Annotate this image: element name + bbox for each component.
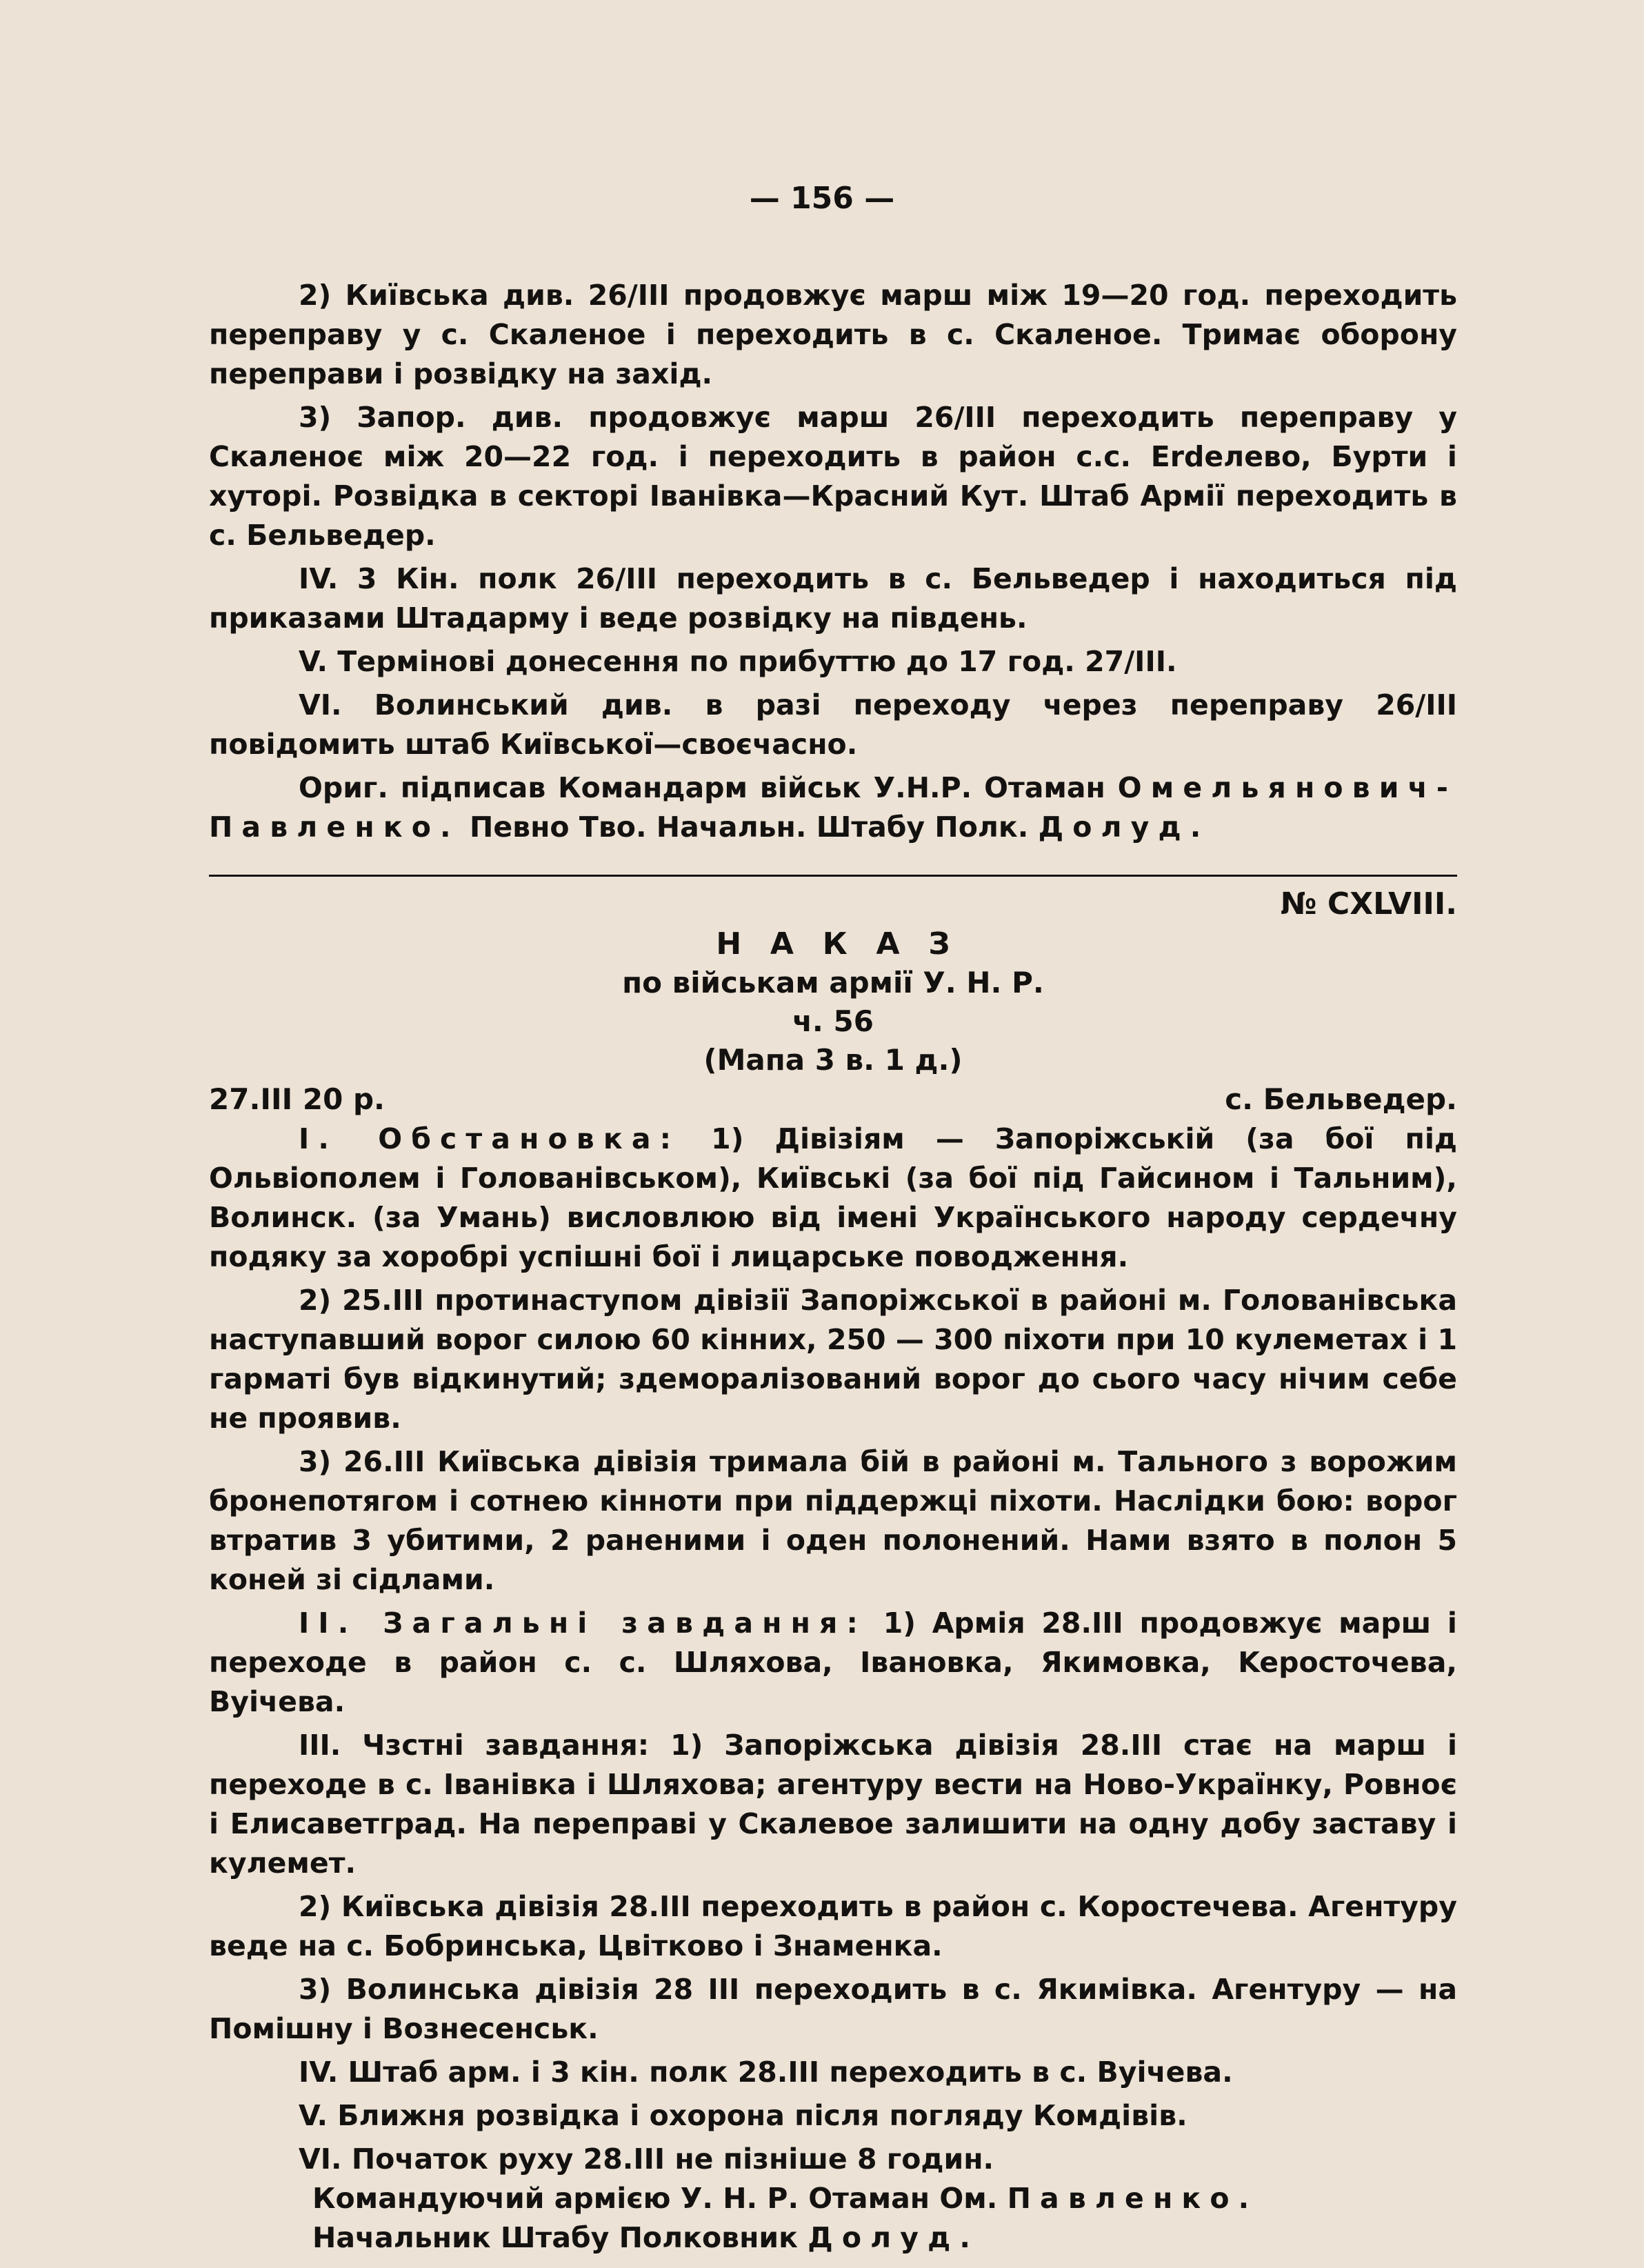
paragraph: 3) Запор. див. продовжує марш 26/III переходить переправу у Скаленоє між 20—22 год. і переходить в район с.с. Erdелево, Бурти і хуторі. Розвідка в секторі Іванівка—Красний Кут. Штаб Армії переходить в с. Бельведер. [209,401,1457,552]
paragraph: VI. Волинський див. в разі переходу через переправу 26/III повідомить штаб Київської—своєчасно. [209,688,1457,761]
section-heading: I. Обстановка: [299,1122,681,1155]
signature-name: Долуд. [1038,810,1210,844]
order-title: НАКАЗ [716,926,979,962]
section-text: 1) Дівізіям — Запоріжській (за бої під Ольвіополем і Голованівськом), Київські (за бої під Гайсином і Тальним), Волинск. (за Умань) висловлюю від імені Українського народу сердечну подяку за хоробрі успішні бої і лицарське поводження. [209,1122,1457,1273]
page-number: — 156 — [749,181,895,216]
paragraph [209,1120,1457,1277]
section-text: 1) Армія 28.III продовжує марш і переходе в район с. с. Шляхова, Івановка, Якимовка, Keросточева, Вуічева. [209,1606,1457,1718]
order-number: № CXLVIII. [1280,886,1457,922]
paragraph: VI. Початок руху 28.III не пізніше 8 годин. [299,2142,994,2176]
paragraph: 2) Київська див. 26/III продовжує марш між 19—20 год. переходить переправу у с. Скаленое і переходить в с. Скаленое. Тримає оборону переправи і розвідку на захід. [209,279,1457,390]
paragraph: III. Чзстні завдання: 1) Запоріжська дівізія 28.III стає на марш і переходе в с. Іванівка і Шляхова; агентуру вести на Ново-Українку, Ровноє і Елисаветград. На переправі у Скалевое залишити на одну добу заставу і кулемет. [209,1729,1457,1880]
signature-text: Командуючий армією У. Н. Р. Отаман Ом. [312,2182,1008,2215]
order-subtitle: по військам армії У. Н. Р. [622,966,1044,999]
paragraph: 2) Київська дівізія 28.III переходить в район с. Коростечева. Агентуру веде на с. Бобринська, Цвітково і Знаменка. [209,1890,1457,1962]
divider [209,875,1457,877]
order-date: 27.III 20 р. [209,1082,385,1116]
paragraph [209,1604,1457,1722]
signature-name: Долуд. [808,2221,980,2254]
signature-name: Омельянович-Павленко. [209,771,1457,844]
paragraph: 2) 25.III протинаступом дівізії Запоріжської в районі м. Голованівська наступавший ворог силою 60 кінних, 250 — 300 піхоти при 10 кулеметах і 1 гарматі був відкинутий; здеморалізований ворог до сього часу нічим себе не проявив. [209,1284,1457,1435]
order-place: с. Бельведер. [1225,1082,1457,1116]
signature-text: Певно Тво. Начальн. Штабу Полк. [459,810,1039,844]
signature-text: Ориг. підписав Командарм військ У.Н.Р. Отаман [299,771,1118,804]
paragraph: 3) 26.III Київська дівізія тримала бій в районі м. Тального з ворожим бронепотягом і сотнею кінноти при піддержці піхоти. Наслідки бою: ворог втратив 3 убитими, 2 раненими і оден полонений. Нами взято в полон 5 коней зі сідлами. [209,1445,1457,1596]
document-body [209,276,1457,2258]
date-line [209,1080,1457,1120]
section-heading: II. Загальні завдання: [299,1606,867,1640]
order-part: ч. 56 [792,1004,874,1038]
signature-text: Начальник Штабу Полковник [312,2221,808,2254]
paragraph: V. Термінові донесення по прибуттю до 17 год. 27/III. [299,645,1177,678]
signature-line [209,2179,1457,2218]
paragraph: 3) Волинська дівізія 28 III переходить в с. Якимівка. Агентуру — на Помішну і Вознесенськ. [209,1973,1457,2045]
signature-paragraph [209,768,1457,847]
paragraph: V. Ближня розвідка і охорона після погляду Комдівів. [299,2099,1187,2132]
order-map: (Мапа 3 в. 1 д.) [703,1043,963,1077]
signature-name: Павленко. [1007,2182,1259,2215]
paragraph: IV. Штаб арм. і 3 кін. полк 28.III переходить в с. Вуічева. [299,2056,1233,2089]
signature-line [209,2218,1457,2258]
paragraph: IV. 3 Кін. полк 26/III переходить в с. Бельведер і находиться під приказами Штадарму і веде розвідку на південь. [209,562,1457,635]
